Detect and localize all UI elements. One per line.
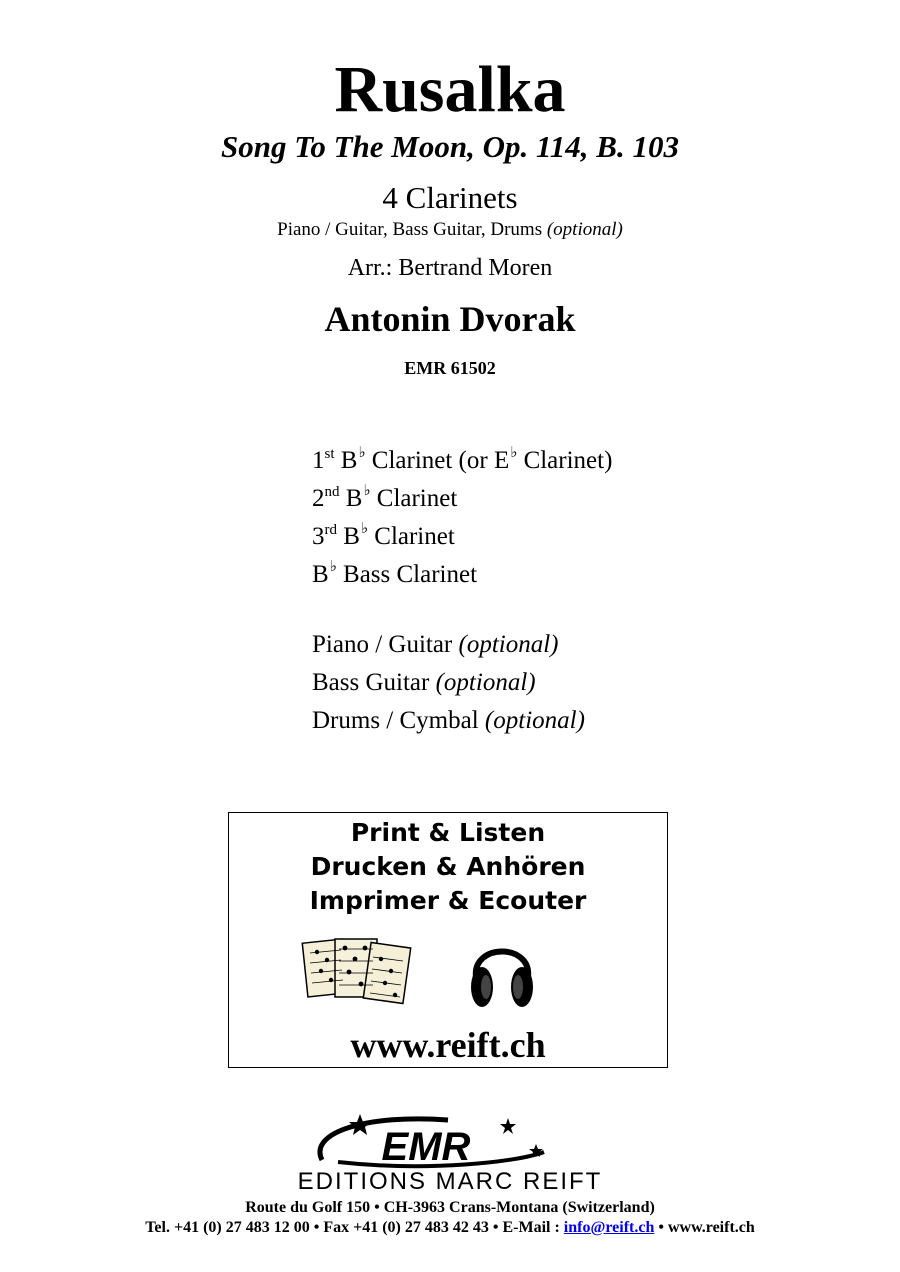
headphones-icon [466, 929, 538, 1011]
contact-website: • www.reift.ch [654, 1219, 755, 1236]
flat-icon: ♭ [360, 519, 369, 537]
optional-tag: (optional) [546, 219, 623, 240]
contact-phone-fax: Tel. +41 (0) 27 483 12 00 • Fax +41 (0) 27 483 42 43 • E-Mail : [145, 1219, 564, 1236]
promo-line-fr: Imprimer & Ecouter [309, 886, 587, 915]
publisher-contact [0, 1218, 900, 1238]
print-listen-box [228, 812, 668, 1068]
optional-part: Bass Guitar (optional) [312, 669, 536, 696]
promo-line-en: Print & Listen [350, 818, 546, 847]
title: Rusalka [334, 53, 566, 126]
optional-instruments: Piano / Guitar, Bass Guitar, Drums [277, 219, 543, 240]
emr-logo [308, 1110, 548, 1174]
composer: Antonin Dvorak [324, 299, 576, 339]
parts-list [312, 437, 612, 589]
promo-line-de: Drucken & Anhören [310, 852, 586, 881]
flat-icon: ♭ [358, 443, 366, 461]
publisher-address: Route du Golf 150 • CH-3963 Crans-Montana (Switzerland) [245, 1199, 655, 1216]
flat-icon: ♭ [363, 481, 371, 499]
ensemble: 4 Clarinets [382, 180, 518, 215]
part-1: 1st B♭ Clarinet (or E♭ Clarinet) [312, 443, 613, 474]
email-link[interactable]: info@reift.ch [563, 1219, 655, 1236]
part-4: B♭ Bass Clarinet [312, 557, 478, 588]
arranger: Arr.: Bertrand Moren [347, 255, 553, 281]
optional-part: Piano / Guitar (optional) [312, 631, 559, 658]
optional-instruments-line [0, 218, 900, 242]
flat-icon: ♭ [329, 557, 337, 575]
subtitle: Song To The Moon, Op. 114, B. 103 [221, 129, 679, 164]
publisher-name: EDITIONS MARC REIFT [297, 1168, 603, 1195]
promo-url: www.reift.ch [350, 1025, 546, 1065]
part-3: 3rd B♭ Clarinet [312, 519, 455, 550]
sheet-music-icon [301, 933, 413, 1013]
flat-icon: ♭ [510, 443, 518, 461]
catalog-number: EMR 61502 [404, 358, 496, 378]
optional-part: Drums / Cymbal (optional) [312, 707, 585, 734]
optional-parts-list [312, 630, 585, 744]
part-2: 2nd B♭ Clarinet [312, 481, 458, 512]
logo-text: EMR [381, 1125, 471, 1169]
